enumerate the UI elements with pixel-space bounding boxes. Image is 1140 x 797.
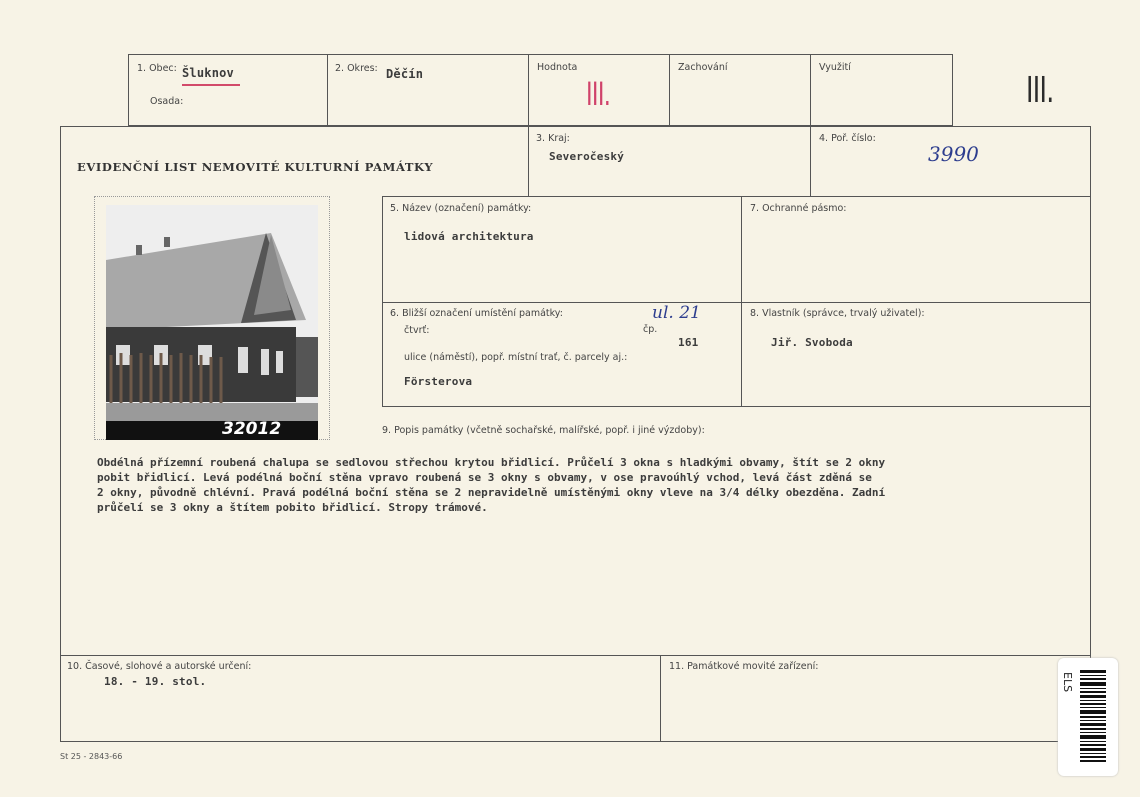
vyuziti-label: Využití bbox=[819, 62, 851, 73]
ctvrt-label: čtvrť: bbox=[404, 325, 430, 336]
vlastnik-value: Jiř. Svoboda bbox=[771, 336, 853, 349]
obec-underline bbox=[182, 84, 240, 86]
cp-handwritten: ul. 21 bbox=[652, 303, 701, 323]
popis-label: 9. Popis památky (včetně sochařské, malířské, popř. i jiné výzdoby): bbox=[382, 425, 705, 436]
barcode-sticker bbox=[1058, 658, 1118, 776]
kraj-label: 3. Kraj: bbox=[536, 133, 570, 144]
nazev-value: lidová architektura bbox=[404, 230, 534, 243]
nazev-label: 5. Název (označení) památky: bbox=[390, 203, 532, 214]
por-cislo-value: 3990 bbox=[928, 142, 979, 166]
ulice-label: ulice (náměstí), popř. místní trať, č. parcely aj.: bbox=[404, 352, 628, 363]
casove-label: 10. Časové, slohové a autorské určení: bbox=[67, 661, 252, 672]
corner-grade: III. bbox=[1026, 70, 1054, 111]
photo-number: 32012 bbox=[222, 419, 282, 439]
popis-line: průčelí se 3 okny a štítem pobito břidlicí. Stropy trámové. bbox=[97, 501, 488, 514]
popis-line: pobit břidlicí. Levá podélná boční stěna vpravo roubená se 3 okny s obvamy, v ose pravoúhlý vchod, levá část zděná se bbox=[97, 471, 872, 484]
osada-label: Osada: bbox=[150, 96, 184, 107]
hodnota-label: Hodnota bbox=[537, 62, 578, 73]
por-cislo-label: 4. Poř. číslo: bbox=[819, 133, 876, 144]
vlastnik-label: 8. Vlastník (správce, trvalý uživatel): bbox=[750, 308, 925, 319]
house-photo bbox=[106, 205, 318, 440]
okres-value: Děčín bbox=[386, 67, 424, 81]
popis-line: Obdélná přízemní roubená chalupa se sedlovou střechou krytou břidlicí. Průčelí 3 okna s hladkými obvamy, štít se 2 okny bbox=[97, 456, 886, 469]
barcode-text: ELS bbox=[1061, 672, 1074, 693]
cp-value: 161 bbox=[678, 336, 699, 349]
form-title: EVIDENČNÍ LIST NEMOVITÉ KULTURNÍ PAMÁTKY bbox=[77, 160, 434, 174]
ochranne-label: 7. Ochranné pásmo: bbox=[750, 203, 847, 214]
hodnota-value: III. bbox=[586, 75, 611, 113]
movite-label: 11. Památkové movité zařízení: bbox=[669, 661, 819, 672]
footer-code: St 25 - 2843-66 bbox=[60, 752, 123, 761]
umisteni-label: 6. Bližší označení umístění památky: bbox=[390, 308, 563, 319]
obec-value: Šluknov bbox=[182, 66, 234, 80]
cp-label: čp. bbox=[643, 324, 658, 335]
popis-text bbox=[97, 455, 1047, 515]
kraj-value: Severočeský bbox=[549, 150, 625, 163]
obec-label: 1. Obec: bbox=[137, 63, 177, 74]
casove-value: 18. - 19. stol. bbox=[104, 675, 207, 688]
popis-line: 2 okny, původně chlévní. Pravá podélná boční stěna se 2 nepravidelně umístěnými okny vleve na 3/4 délky obezděna. Zadní bbox=[97, 486, 886, 499]
okres-label: 2. Okres: bbox=[335, 63, 378, 74]
zachovani-label: Zachování bbox=[678, 62, 728, 73]
barcode-bars bbox=[1080, 670, 1106, 762]
ulice-value: Försterova bbox=[404, 375, 473, 388]
